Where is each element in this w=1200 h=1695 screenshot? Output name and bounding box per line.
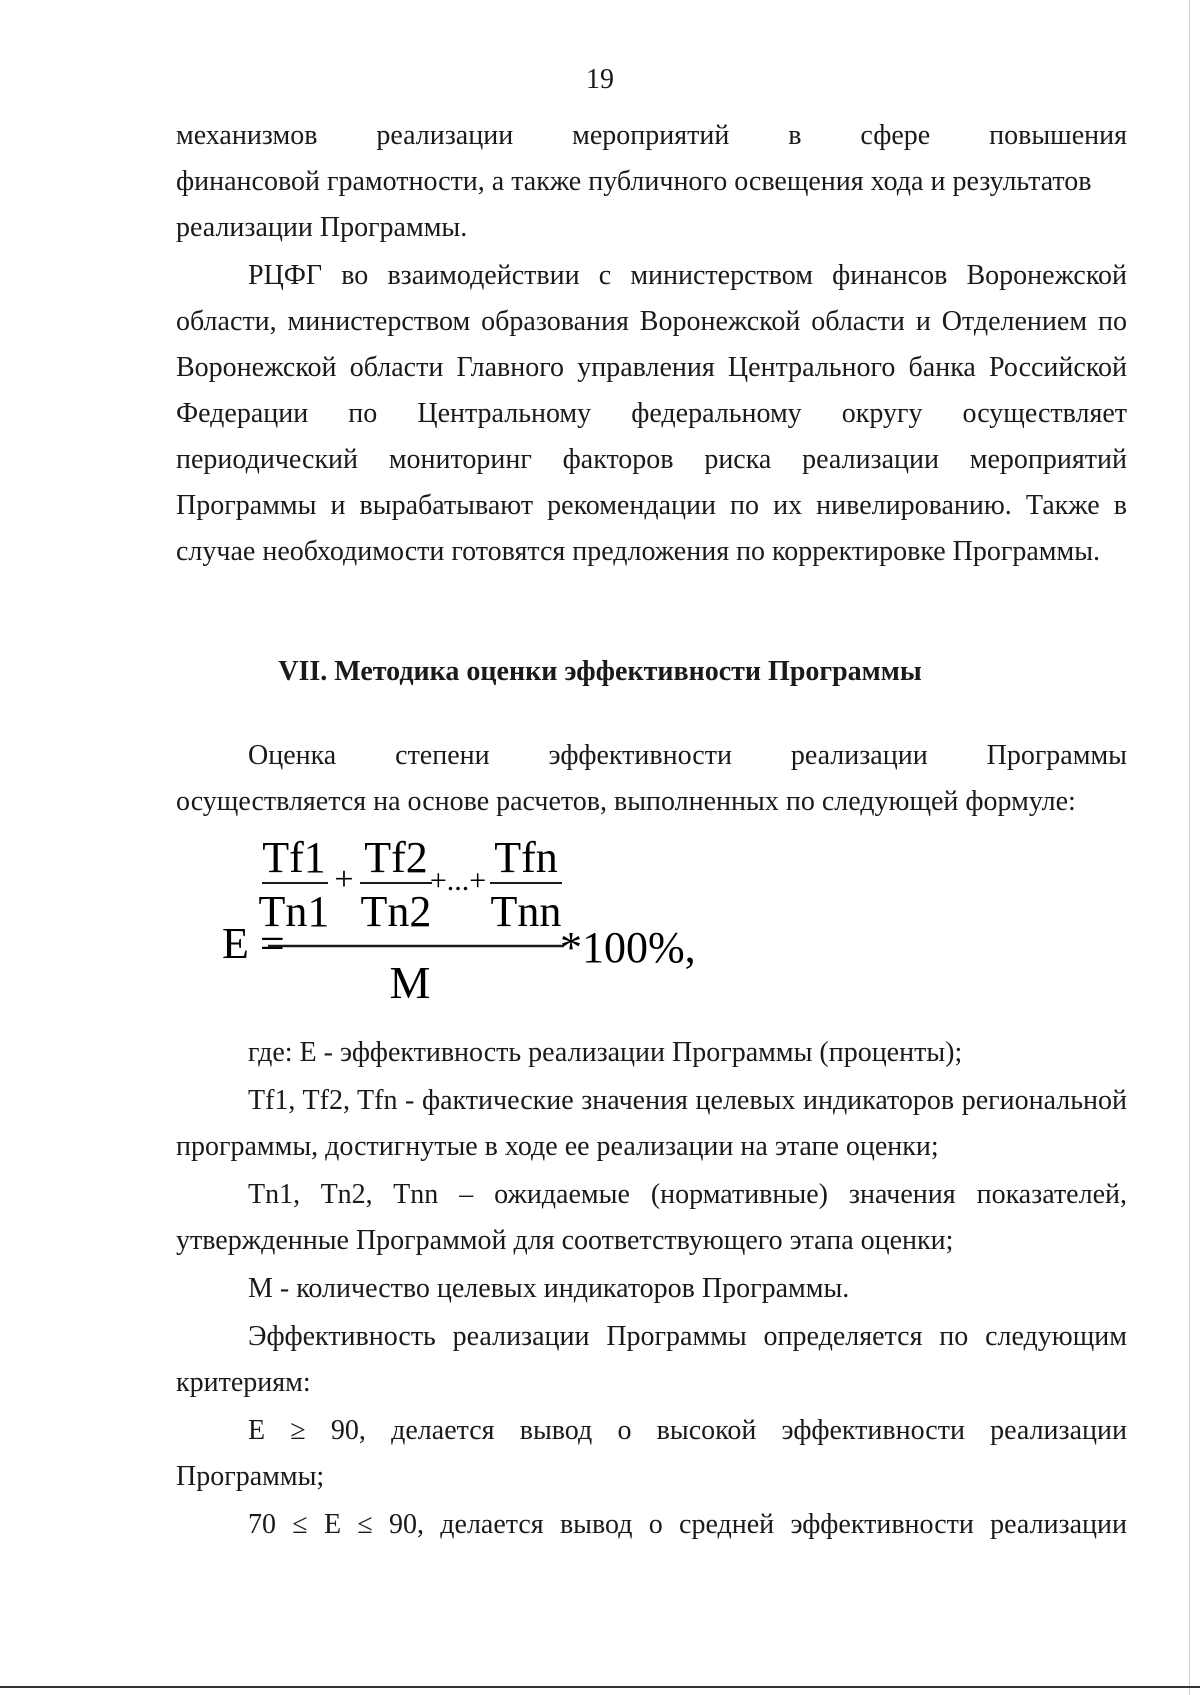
paragraph-evaluation-line1: Оценка степени эффективности реализации Программы [248, 740, 1127, 771]
efficiency-formula [220, 838, 740, 1018]
definition-e: где: Е - эффективность реализации Программы (проценты); [248, 1037, 963, 1068]
paragraph-continuation-first-line: механизмов реализации мероприятий в сфере повышения [176, 120, 1127, 151]
formula-num1: Tf1 [262, 838, 326, 882]
section-heading: VII. Методика оценки эффективности Программы [278, 656, 922, 687]
paragraph-evaluation-line2: осуществляется на основе расчетов, выполненных по следующей формуле: [176, 786, 1076, 817]
page-number: 19 [586, 64, 614, 95]
definition-m: М - количество целевых индикаторов Программы. [248, 1273, 850, 1304]
formula-denn: Tnn [490, 887, 562, 936]
formula-divisor: M [389, 957, 431, 1008]
criteria-intro: Эффективность реализации Программы определяется по следующим критериям: [176, 1321, 1127, 1398]
definition-tn: Tn1, Tn2, Tnn – ожидаемые (нормативные) значения показателей, утвержденные Программой для соответствующего этапа оценки; [176, 1179, 1127, 1256]
formula-den1: Tn1 [258, 887, 330, 936]
scan-edge-line [1189, 0, 1190, 1695]
formula-den2: Tn2 [360, 887, 432, 936]
formula-lhs: E = [222, 919, 285, 968]
paragraph-continuation: финансовой грамотности, а также публичного освещения хода и результатов реализации Программы. [176, 166, 1092, 243]
formula-num2: Tf2 [364, 838, 428, 882]
definition-tf: Tf1, Tf2, Tfn - фактические значения целевых индикаторов региональной программы, достигнутые в ходе ее реализации на этапе оценки; [176, 1085, 1127, 1162]
formula-graphic [220, 838, 740, 1018]
formula-ellipsis: +...+ [429, 864, 487, 897]
scan-bottom-rule [0, 1686, 1200, 1688]
paragraph-monitoring: РЦФГ во взаимодействии с министерством финансов Воронежской области, министерством образования Воронежской области и Отделением по Воронежской области Главного управления Центрального банка Российской Федерации по Центральному федеральному округу осуществляет периодический мониторинг факторов риска реализации мероприятий Программы и вырабатывают рекомендации по их нивелированию. Также в случае необходимости готовятся предложения по корректировке Программы. [176, 260, 1127, 567]
formula-multiplier: *100%, [560, 923, 696, 972]
formula-plus1: + [334, 861, 354, 898]
criteria-high: Е ≥ 90, делается вывод о высокой эффективности реализации Программы; [176, 1415, 1127, 1492]
criteria-mid: 70 ≤ Е ≤ 90, делается вывод о средней эффективности реализации [248, 1509, 1127, 1540]
formula-numn: Tfn [494, 838, 558, 882]
